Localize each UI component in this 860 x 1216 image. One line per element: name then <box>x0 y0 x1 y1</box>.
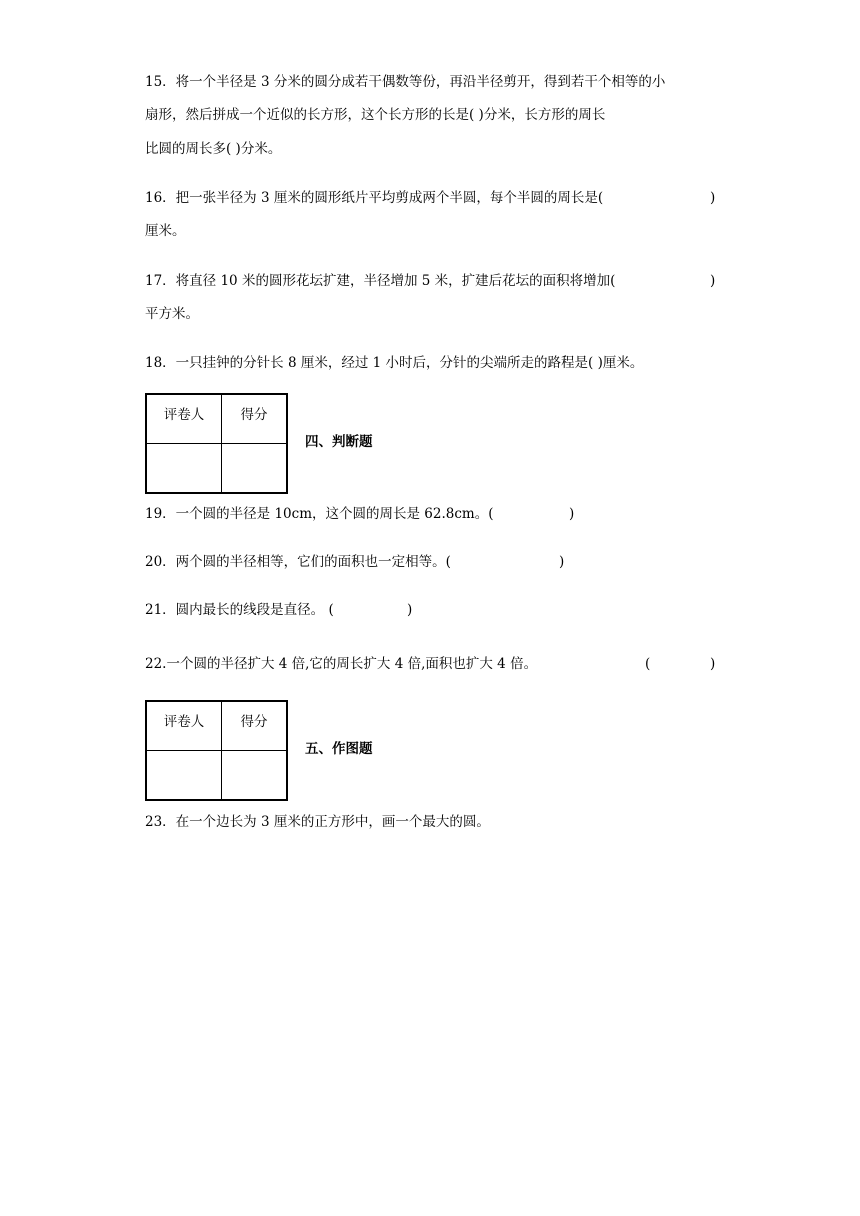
grader-input-cell[interactable] <box>146 751 222 801</box>
q22-bracket-open: ( <box>645 656 651 672</box>
q20-line-1: 20．两个圆的半径相等，它们的面积也一定相等。( <box>145 554 451 570</box>
q18-line-1: 18．一只挂钟的分针长 8 厘米，经过 1 小时后，分针的尖端所走的路程是( )厘米。 <box>145 355 644 371</box>
q15-line-2: 扇形，然后拼成一个近似的长方形，这个长方形的长是( )分米，长方形的周长 <box>145 107 606 123</box>
q15-line-1: 15．将一个半径是 3 分米的圆分成若干偶数等份，再沿半径剪开，得到若干个相等的小 <box>145 74 666 90</box>
q20-bracket-close: ) <box>559 554 565 570</box>
q22-line-1: 22.一个圆的半径扩大 4 倍,它的周长扩大 4 倍,面积也扩大 4 倍。 <box>145 656 538 672</box>
q21-line-1: 21．圆内最长的线段是直径。 ( <box>145 602 334 618</box>
q17-line-1: 17．将直径 10 米的圆形花坛扩建，半径增加 5 米，扩建后花坛的面积将增加( <box>145 273 616 289</box>
q16-line-1: 16．把一张半径为 3 厘米的圆形纸片平均剪成两个半圆，每个半圆的周长是( <box>145 190 604 206</box>
q22-bracket-close: ) <box>710 656 716 672</box>
q17-line-2: 平方米。 <box>145 306 199 322</box>
section-4-title: 四、判断题 <box>305 434 373 450</box>
score-input-cell[interactable] <box>222 444 288 494</box>
section-5-title: 五、作图题 <box>305 741 373 757</box>
score-input-cell[interactable] <box>222 751 288 801</box>
q15-line-3: 比圆的周长多( )分米。 <box>145 141 282 157</box>
q21-bracket-close: ) <box>407 602 413 618</box>
q19-line-1: 19．一个圆的半径是 10cm，这个圆的周长是 62.8cm。( <box>145 506 494 522</box>
q16-line-2: 厘米。 <box>145 223 186 239</box>
grader-input-cell[interactable] <box>146 444 222 494</box>
q17-bracket-close: ) <box>710 273 716 289</box>
score-label-cell: 得分 <box>222 701 288 751</box>
score-label-cell: 得分 <box>222 394 288 444</box>
score-box-section-4 <box>145 393 288 494</box>
score-box-section-5 <box>145 700 288 801</box>
q23-line-1: 23．在一个边长为 3 厘米的正方形中，画一个最大的圆。 <box>145 814 490 830</box>
q16-bracket-close: ) <box>710 190 716 206</box>
grader-label-cell: 评卷人 <box>146 394 222 444</box>
grader-label-cell: 评卷人 <box>146 701 222 751</box>
q19-bracket-close: ) <box>569 506 575 522</box>
